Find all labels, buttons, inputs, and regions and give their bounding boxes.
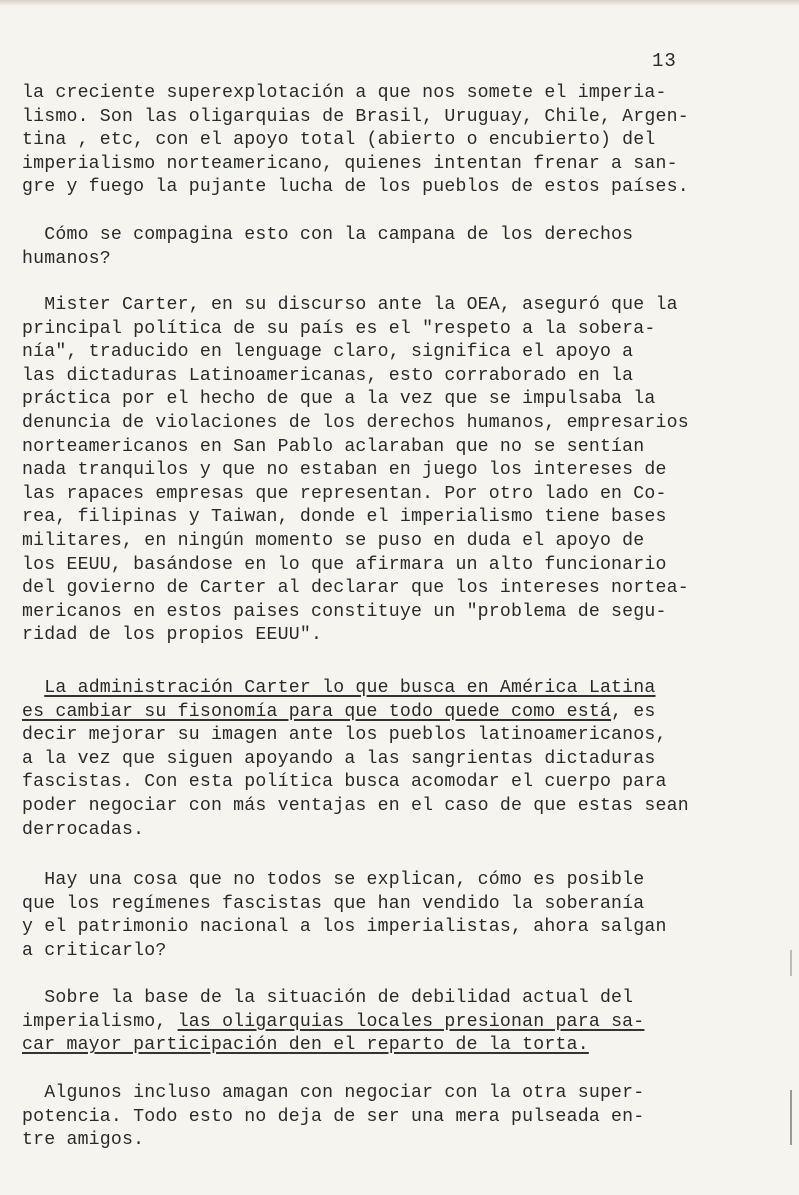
page-number: 13 bbox=[652, 50, 677, 72]
text-line bbox=[22, 176, 794, 200]
text-line bbox=[22, 365, 794, 389]
text-segment: decir mejorar su imagen ante los pueblos latinoamericanos, bbox=[22, 725, 667, 746]
text-line bbox=[22, 771, 794, 795]
margin-mark bbox=[790, 950, 792, 976]
paragraph bbox=[22, 677, 794, 842]
paragraph bbox=[22, 224, 794, 271]
text-segment: lismo. Son las oligarquias de Brasil, Uruguay, Chile, Argen- bbox=[22, 106, 689, 127]
underlined-text: las oligarquias locales presionan para sa- bbox=[177, 1011, 645, 1032]
text-line bbox=[22, 940, 794, 964]
text-segment: Mister Carter, en su discurso ante la OEA, aseguró que la bbox=[22, 295, 678, 315]
text-line bbox=[22, 987, 794, 1011]
text-line bbox=[22, 459, 794, 483]
text-line bbox=[22, 701, 794, 725]
text-segment: ridad de los propios EEUU". bbox=[22, 625, 323, 646]
text-segment: poder negociar con más ventajas en el caso de que estas sean bbox=[22, 795, 689, 816]
text-line bbox=[22, 483, 794, 507]
text-line bbox=[22, 436, 794, 460]
text-segment: militares, en ningún momento se puso en duda el apoyo de bbox=[22, 530, 645, 551]
text-line bbox=[22, 1129, 794, 1153]
text-line bbox=[22, 1034, 794, 1058]
text-segment: del govierno de Carter al declarar que los intereses nortea- bbox=[22, 578, 689, 599]
text-segment: y el patrimonio nacional a los imperialistas, ahora salgan bbox=[22, 917, 667, 938]
text-line bbox=[22, 224, 794, 248]
text-line bbox=[22, 530, 794, 554]
text-line bbox=[22, 506, 794, 530]
text-line bbox=[22, 624, 794, 648]
text-segment: derrocadas. bbox=[22, 819, 145, 840]
text-segment bbox=[22, 678, 44, 698]
text-line bbox=[22, 129, 794, 153]
text-segment: los EEUU, basándose en lo que afirmara un alto funcionario bbox=[22, 554, 667, 575]
text-segment: Algunos incluso amagan con negociar con la otra super- bbox=[22, 1083, 645, 1103]
text-line bbox=[22, 1106, 794, 1130]
text-segment: mericanos en estos paises constituye un "problema de segu- bbox=[22, 601, 667, 622]
text-segment: gre y fuego la pujante lucha de los pueblos de estos países. bbox=[22, 177, 689, 198]
text-segment: las rapaces empresas que representan. Por otro lado en Co- bbox=[22, 483, 667, 504]
underlined-text: es cambiar su fisonomía para que todo quede como está bbox=[22, 701, 612, 722]
text-segment: potencia. Todo esto no deja de ser una mera pulseada en- bbox=[22, 1106, 645, 1127]
text-line bbox=[22, 795, 794, 819]
text-line bbox=[22, 388, 794, 412]
underlined-text: La administración Carter lo que busca en América Latina bbox=[44, 678, 656, 698]
text-segment: a criticarlo? bbox=[22, 940, 167, 961]
text-line bbox=[22, 1011, 794, 1035]
text-line bbox=[22, 677, 794, 701]
text-segment: imperialismo norteamericano, quienes intentan frenar a san- bbox=[22, 153, 678, 174]
text-segment: Hay una cosa que no todos se explican, cómo es posible bbox=[22, 870, 645, 890]
text-line bbox=[22, 916, 794, 940]
text-segment: fascistas. Con esta política busca acomodar el cuerpo para bbox=[22, 772, 667, 793]
text-line bbox=[22, 82, 794, 106]
page-top-edge bbox=[0, 0, 799, 6]
text-segment: tina , etc, con el apoyo total (abierto o encubierto) del bbox=[22, 130, 656, 151]
text-line bbox=[22, 341, 794, 365]
text-line bbox=[22, 554, 794, 578]
paragraph bbox=[22, 1082, 794, 1153]
text-line bbox=[22, 153, 794, 177]
text-segment: norteamericanos en San Pablo aclaraban que no se sentían bbox=[22, 436, 645, 457]
text-segment: , es bbox=[611, 701, 656, 722]
text-line bbox=[22, 577, 794, 601]
text-line bbox=[22, 893, 794, 917]
text-segment: que los regímenes fascistas que han vendido la soberanía bbox=[22, 893, 645, 914]
text-segment: rea, filipinas y Taiwan, donde el imperialismo tiene bases bbox=[22, 507, 667, 528]
text-line bbox=[22, 318, 794, 342]
text-line bbox=[22, 294, 794, 318]
text-line bbox=[22, 412, 794, 436]
text-line bbox=[22, 748, 794, 772]
paragraph bbox=[22, 82, 794, 200]
text-line bbox=[22, 724, 794, 748]
paragraph bbox=[22, 869, 794, 963]
text-line bbox=[22, 106, 794, 130]
paragraph bbox=[22, 294, 794, 648]
text-segment: principal política de su país es el "respeto a la sobera- bbox=[22, 318, 656, 339]
text-segment: las dictaduras Latinoamericanas, esto corraborado en la bbox=[22, 365, 634, 386]
text-line bbox=[22, 248, 794, 272]
text-line bbox=[22, 819, 794, 843]
underlined-text: car mayor participación den el reparto de la torta. bbox=[22, 1035, 589, 1056]
text-segment: humanos? bbox=[22, 248, 111, 269]
text-segment: nada tranquilos y que no estaban en juego los intereses de bbox=[22, 460, 667, 481]
text-segment: Cómo se compagina esto con la campana de los derechos bbox=[22, 225, 634, 245]
text-line bbox=[22, 601, 794, 625]
margin-mark bbox=[790, 1090, 792, 1145]
text-line bbox=[22, 1082, 794, 1106]
text-segment: práctica por el hecho de que a la vez que se impulsaba la bbox=[22, 389, 656, 410]
text-segment: a la vez que siguen apoyando a las sangrientas dictaduras bbox=[22, 748, 656, 769]
text-segment: la creciente superexplotación a que nos somete el imperia- bbox=[22, 83, 667, 103]
text-segment: imperialismo, bbox=[22, 1011, 178, 1032]
paragraph bbox=[22, 987, 794, 1058]
text-line bbox=[22, 869, 794, 893]
text-segment: tre amigos. bbox=[22, 1130, 145, 1151]
text-segment: denuncia de violaciones de los derechos humanos, empresarios bbox=[22, 412, 689, 433]
text-segment: Sobre la base de la situación de debilidad actual del bbox=[22, 988, 634, 1008]
text-segment: nía", traducido en lenguage claro, significa el apoyo a bbox=[22, 342, 634, 363]
